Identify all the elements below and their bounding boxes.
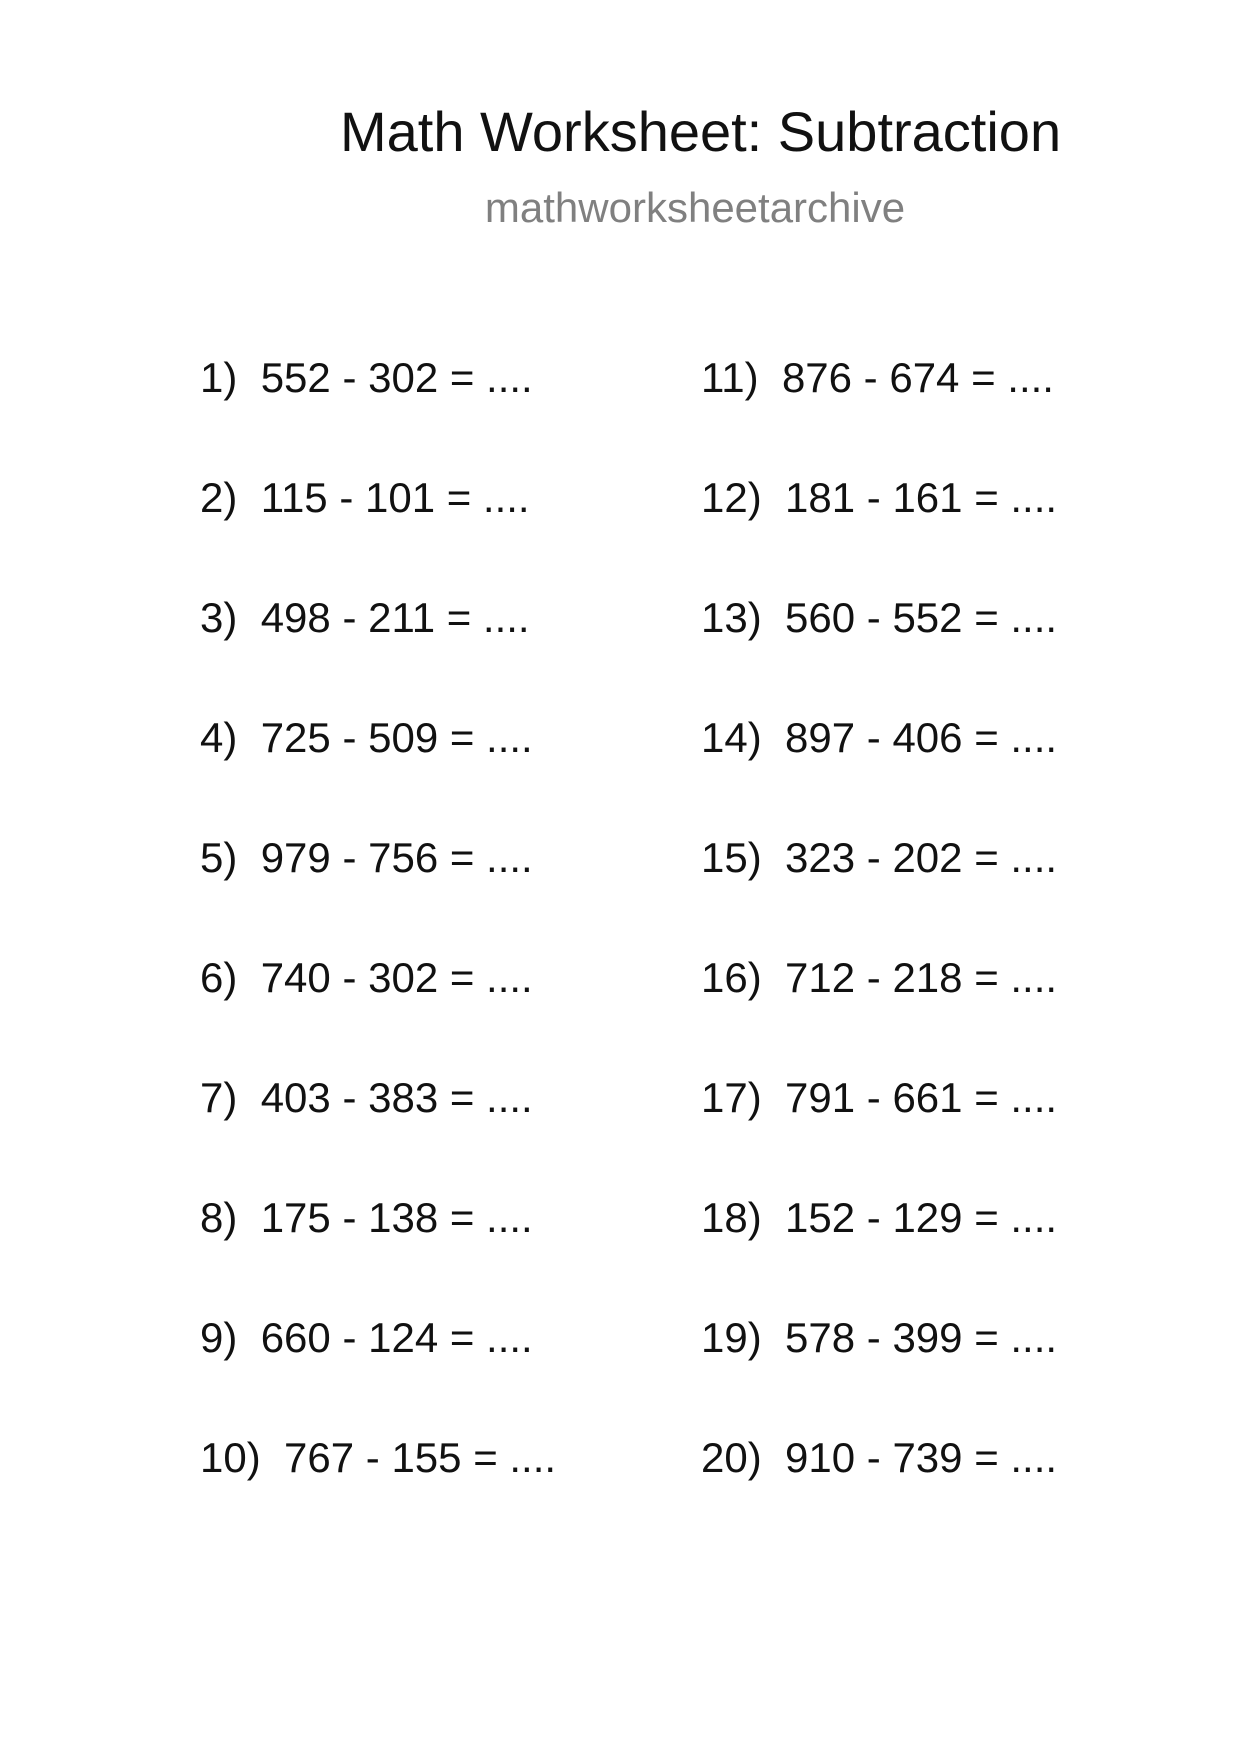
problem-8 xyxy=(200,1190,533,1246)
problem-number: 18) xyxy=(701,1194,762,1241)
problem-number: 14) xyxy=(701,714,762,761)
problem-17 xyxy=(701,1070,1057,1126)
problem-expression: 910 - 739 = .... xyxy=(785,1434,1058,1481)
problem-expression: 979 - 756 = .... xyxy=(260,834,533,881)
problem-1 xyxy=(200,350,533,406)
problem-expression: 767 - 155 = .... xyxy=(284,1434,557,1481)
problem-7 xyxy=(200,1070,533,1126)
problem-number: 8) xyxy=(200,1194,238,1241)
problem-20 xyxy=(701,1430,1057,1486)
problem-number: 7) xyxy=(200,1074,238,1121)
problem-number: 1) xyxy=(200,354,238,401)
problem-expression: 181 - 161 = .... xyxy=(785,474,1058,521)
problem-13 xyxy=(701,590,1057,646)
problem-expression: 403 - 383 = .... xyxy=(260,1074,533,1121)
problem-number: 6) xyxy=(200,954,238,1001)
problem-19 xyxy=(701,1310,1057,1366)
problem-number: 11) xyxy=(701,354,759,401)
problem-number: 20) xyxy=(701,1434,762,1481)
problem-number: 5) xyxy=(200,834,238,881)
problem-expression: 552 - 302 = .... xyxy=(260,354,533,401)
problem-expression: 660 - 124 = .... xyxy=(260,1314,533,1361)
problem-11 xyxy=(701,350,1054,406)
problem-expression: 578 - 399 = .... xyxy=(785,1314,1058,1361)
problem-expression: 740 - 302 = .... xyxy=(260,954,533,1001)
page-subtitle: mathworksheetarchive xyxy=(484,184,906,231)
problem-expression: 876 - 674 = .... xyxy=(781,354,1054,401)
problem-16 xyxy=(701,950,1057,1006)
problem-expression: 152 - 129 = .... xyxy=(785,1194,1058,1241)
problem-number: 3) xyxy=(200,594,238,641)
problem-expression: 560 - 552 = .... xyxy=(785,594,1058,641)
problem-expression: 115 - 101 = .... xyxy=(260,474,530,521)
problem-number: 13) xyxy=(701,594,762,641)
problem-expression: 712 - 218 = .... xyxy=(785,954,1058,1001)
problem-expression: 725 - 509 = .... xyxy=(260,714,533,761)
problem-number: 10) xyxy=(200,1434,261,1481)
problem-number: 15) xyxy=(701,834,762,881)
problem-expression: 791 - 661 = .... xyxy=(785,1074,1058,1121)
page-title: Math Worksheet: Subtraction xyxy=(340,100,1062,163)
problem-4 xyxy=(200,710,533,766)
problem-number: 2) xyxy=(200,474,238,521)
problem-3 xyxy=(200,590,530,646)
problem-9 xyxy=(200,1310,533,1366)
problem-number: 16) xyxy=(701,954,762,1001)
problem-15 xyxy=(701,830,1057,886)
problem-expression: 897 - 406 = .... xyxy=(785,714,1058,761)
problem-expression: 323 - 202 = .... xyxy=(785,834,1058,881)
problem-5 xyxy=(200,830,533,886)
problem-number: 9) xyxy=(200,1314,238,1361)
problem-6 xyxy=(200,950,533,1006)
problem-14 xyxy=(701,710,1057,766)
problem-10 xyxy=(200,1430,556,1486)
problem-number: 4) xyxy=(200,714,238,761)
problem-number: 12) xyxy=(701,474,762,521)
problem-number: 17) xyxy=(701,1074,762,1121)
problem-2 xyxy=(200,470,530,526)
problem-expression: 498 - 211 = .... xyxy=(260,594,530,641)
problem-12 xyxy=(701,470,1057,526)
problem-number: 19) xyxy=(701,1314,762,1361)
problem-18 xyxy=(701,1190,1057,1246)
problem-expression: 175 - 138 = .... xyxy=(260,1194,533,1241)
